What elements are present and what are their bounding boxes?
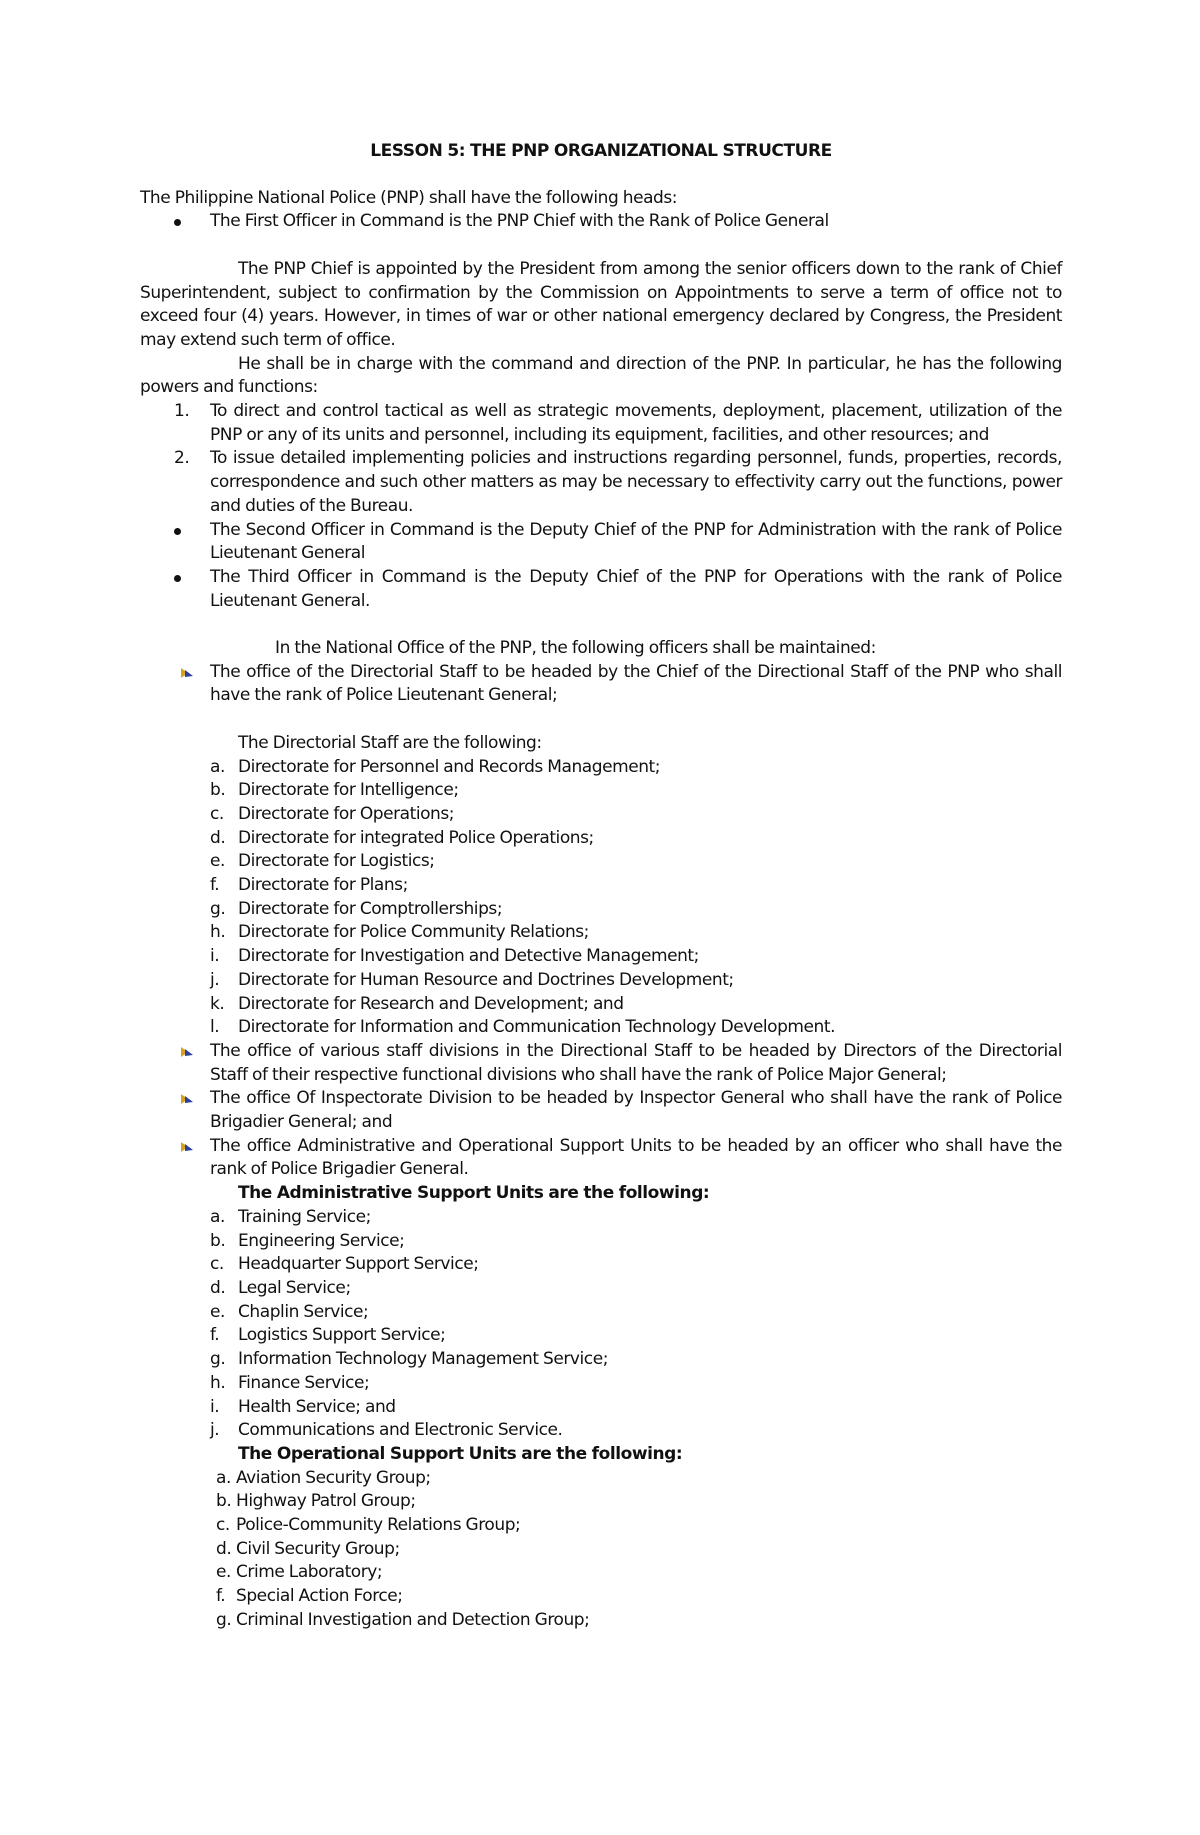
- intro-line: The Philippine National Police (PNP) shall have the following heads:: [140, 187, 678, 208]
- list-marker: l.: [210, 1017, 220, 1038]
- list-marker: e.: [210, 1301, 225, 1322]
- bullet-dot-icon: [174, 528, 181, 535]
- list-item-text: Chaplin Service;: [238, 1301, 369, 1322]
- list-item: [140, 1538, 1062, 1562]
- list-marker: i.: [210, 1396, 220, 1417]
- list-item: [140, 1561, 1062, 1585]
- bullet-text: The Third Officer in Command is the Deputy Chief of the PNP for Operations with the rank of Police Lieutenant General.: [210, 566, 1062, 611]
- list-marker: h.: [210, 1372, 226, 1393]
- arrow-bullet-icon: [179, 1044, 195, 1060]
- arrow-item-text: The office Of Inspectorate Division to be headed by Inspector General who shall have the rank of Police Brigadier General; and: [210, 1088, 1062, 1133]
- list-item-text: Directorate for Human Resource and Doctrines Development;: [238, 969, 734, 990]
- bullet-text: The First Officer in Command is the PNP Chief with the Rank of Police General: [210, 211, 829, 232]
- list-item: [140, 874, 1062, 898]
- list-marker: e.: [210, 851, 225, 872]
- list-item: [140, 779, 1062, 803]
- list-item-text: Directorate for Comptrollerships;: [238, 898, 503, 919]
- list-item: [140, 1609, 1062, 1633]
- bullet-first-officer: [140, 210, 1062, 234]
- list-marker: b.: [210, 1230, 226, 1251]
- list-item: [140, 1253, 1062, 1277]
- list-item-text: Engineering Service;: [238, 1230, 405, 1251]
- list-item-text: Communications and Electronic Service.: [238, 1420, 563, 1441]
- list-item: [140, 1301, 1062, 1325]
- list-item: [140, 803, 1062, 827]
- list-marker: g.: [216, 1609, 232, 1630]
- list-item: [140, 1016, 1062, 1040]
- bullet-dot-icon: [174, 219, 181, 226]
- list-item-text: Directorate for Intelligence;: [238, 780, 459, 801]
- directorates-list: [140, 756, 1062, 1040]
- power-item-1: [140, 400, 1062, 447]
- bullet-second-officer: [140, 519, 1062, 566]
- list-marker: 1.: [174, 401, 190, 422]
- list-item-text: Civil Security Group;: [236, 1538, 400, 1559]
- bullet-dot-icon: [174, 575, 181, 582]
- list-marker: a.: [210, 1206, 225, 1227]
- list-item-text: Logistics Support Service;: [238, 1325, 446, 1346]
- list-item-text: Directorate for Information and Communication Technology Development.: [238, 1017, 836, 1038]
- list-item-text: Directorate for Operations;: [238, 803, 455, 824]
- ops-units-heading: The Operational Support Units are the following:: [238, 1443, 683, 1464]
- national-office-intro: In the National Office of the PNP, the following officers shall be maintained:: [275, 638, 876, 659]
- list-marker: c.: [210, 803, 224, 824]
- arrow-item-inspectorate: [140, 1087, 1062, 1134]
- chief-paragraph-2: He shall be in charge with the command and direction of the PNP. In particular, he has the following powers and functions:: [140, 353, 1062, 398]
- list-item: [140, 993, 1062, 1017]
- list-marker: f.: [210, 1325, 220, 1346]
- list-marker: d.: [210, 1278, 226, 1298]
- list-item-text: Training Service;: [238, 1206, 371, 1227]
- list-marker: j.: [210, 969, 220, 990]
- list-item: [140, 945, 1062, 969]
- list-item: [140, 1372, 1062, 1396]
- list-item: [140, 756, 1062, 780]
- arrow-item-text: The office Administrative and Operational Support Units to be headed by an officer who shall have the rank of Police Brigadier General.: [210, 1135, 1062, 1180]
- list-item-text: Legal Service;: [238, 1278, 351, 1298]
- list-marker: a.: [210, 756, 225, 777]
- list-item-text: Criminal Investigation and Detection Group;: [236, 1609, 590, 1630]
- list-item: [140, 1277, 1062, 1301]
- list-item-text: Finance Service;: [238, 1372, 370, 1393]
- list-item-text: Directorate for Plans;: [238, 875, 408, 896]
- list-item: [140, 969, 1062, 993]
- list-marker: e.: [216, 1562, 231, 1583]
- list-item-text: Crime Laboratory;: [236, 1562, 383, 1583]
- list-item: [140, 1324, 1062, 1348]
- list-item: [140, 1396, 1062, 1420]
- list-item-text: Aviation Security Group;: [236, 1467, 431, 1488]
- list-marker: d.: [210, 827, 226, 848]
- list-marker: b.: [216, 1491, 232, 1512]
- arrow-bullet-icon: [179, 1091, 195, 1107]
- list-marker: b.: [210, 780, 226, 801]
- lesson-title: LESSON 5: THE PNP ORGANIZATIONAL STRUCTURE: [370, 141, 832, 161]
- list-item-text: Special Action Force;: [236, 1586, 403, 1607]
- list-item-text: Information Technology Management Service;: [238, 1349, 608, 1370]
- list-marker: c.: [210, 1254, 224, 1275]
- list-item-text: Directorate for integrated Police Operations;: [238, 827, 594, 848]
- list-marker: f.: [216, 1586, 226, 1607]
- list-item: [140, 1206, 1062, 1230]
- arrow-item-text: The office of the Directorial Staff to be headed by the Chief of the Directional Staff of the PNP who shall have the rank of Police Lieutenant General;: [210, 661, 1062, 706]
- list-item: [140, 1585, 1062, 1609]
- bullet-text: The Second Officer in Command is the Deputy Chief of the PNP for Administration with the rank of Police Lieutenant General: [210, 519, 1062, 564]
- list-item: [140, 1514, 1062, 1538]
- list-marker: 2.: [174, 448, 190, 469]
- admin-units-list: [140, 1206, 1062, 1443]
- arrow-item-text: The office of various staff divisions in the Directional Staff to be headed by Directors of the Directorial Staff of their respective functional divisions who shall have the rank of Police Major General;: [210, 1040, 1062, 1085]
- list-marker: g.: [210, 898, 226, 919]
- list-item: [140, 827, 1062, 851]
- list-item-text: Health Service; and: [238, 1396, 396, 1417]
- list-marker: f.: [210, 875, 220, 896]
- list-item: [140, 1348, 1062, 1372]
- arrow-bullet-icon: [179, 1139, 195, 1155]
- list-marker: h.: [210, 922, 226, 943]
- list-marker: j.: [210, 1420, 220, 1441]
- list-marker: g.: [210, 1349, 226, 1370]
- list-item-text: Police-Community Relations Group;: [236, 1515, 521, 1536]
- ops-units-list: [140, 1467, 1062, 1633]
- list-item-text: Headquarter Support Service;: [238, 1254, 479, 1275]
- arrow-bullet-icon: [179, 665, 195, 681]
- list-item-text: Directorate for Investigation and Detective Management;: [238, 946, 699, 967]
- list-item: [140, 850, 1062, 874]
- arrow-item-staff-divisions: [140, 1040, 1062, 1087]
- list-marker: a.: [216, 1467, 231, 1488]
- list-item: [140, 898, 1062, 922]
- list-item-text: Directorate for Police Community Relations;: [238, 922, 589, 943]
- list-item: [140, 1490, 1062, 1514]
- list-marker: c.: [216, 1515, 230, 1536]
- chief-paragraph-1: The PNP Chief is appointed by the President from among the senior officers down to the rank of Chief Superintendent, subject to confirmation by the Commission on Appointments to serve a term of office not to exceed four (4) years. However, in times of war or other national emergency declared by Congress, the President may extend such term of office.: [140, 258, 1062, 350]
- directorial-intro: The Directorial Staff are the following:: [238, 732, 542, 753]
- power-text: To direct and control tactical as well as strategic movements, deployment, placement, utilization of the PNP or any of its units and personnel, including its equipment, facilities, and other resources; and: [210, 401, 1062, 445]
- list-item-text: Highway Patrol Group;: [236, 1491, 416, 1512]
- list-item-text: Directorate for Research and Development; and: [238, 993, 624, 1014]
- list-marker: i.: [210, 946, 220, 967]
- list-item-text: Directorate for Personnel and Records Management;: [238, 756, 661, 777]
- list-marker: k.: [210, 993, 225, 1014]
- bullet-third-officer: [140, 566, 1062, 613]
- arrow-item-support-units: [140, 1135, 1062, 1182]
- list-item: [140, 921, 1062, 945]
- power-text: To issue detailed implementing policies and instructions regarding personnel, funds, properties, records, correspondence and such other matters as may be necessary to effectivity carry out the functions, power and duties of the Bureau.: [210, 448, 1062, 516]
- power-item-2: [140, 447, 1062, 518]
- list-marker: d.: [216, 1538, 232, 1559]
- arrow-item-directorial: [140, 661, 1062, 708]
- list-item: [140, 1230, 1062, 1254]
- list-item: [140, 1467, 1062, 1491]
- list-item: [140, 1419, 1062, 1443]
- admin-units-heading: The Administrative Support Units are the following:: [238, 1183, 710, 1204]
- list-item-text: Directorate for Logistics;: [238, 851, 435, 872]
